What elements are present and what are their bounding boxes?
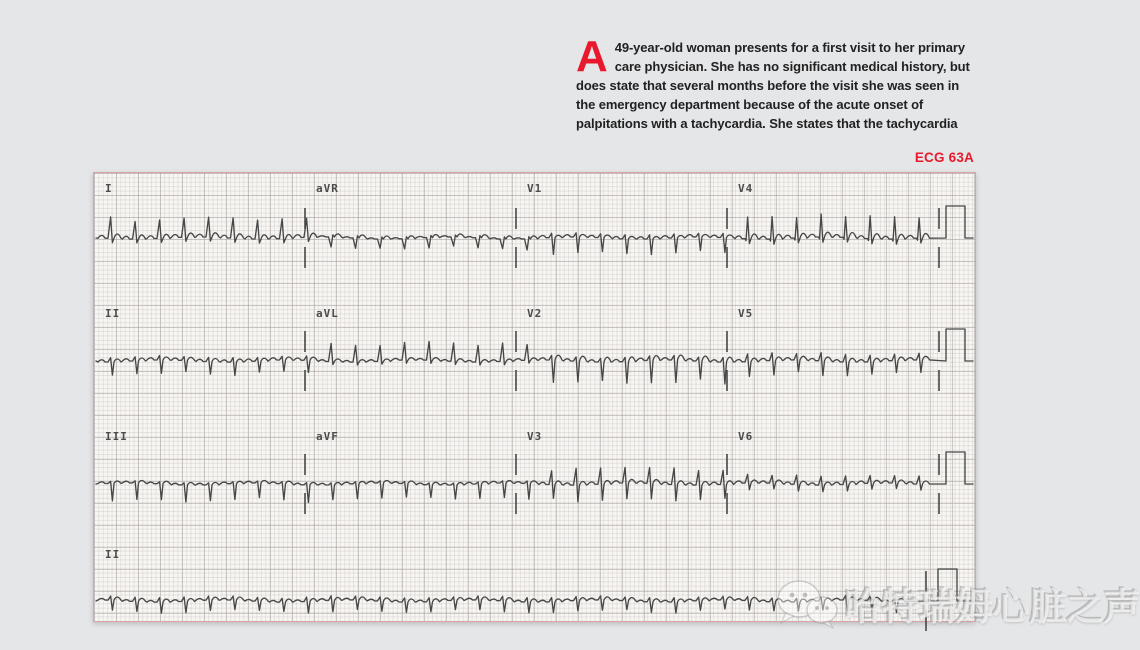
case-text: 49-year-old woman presents for a first visit to her primary care physician. She has no significant medical history, but does state that several months before the visit she was seen in the emergency department because of the acute onset of palpitations with a tachycardia. She states that the tachycardia [576, 40, 970, 131]
lead-label-v6: V6 [738, 430, 754, 443]
ecg-panel [93, 172, 976, 622]
lead-label-avr: aVR [316, 182, 339, 195]
case-text-block [576, 32, 978, 133]
figure-label: ECG 63A [914, 150, 974, 165]
lead-label-ii: II [105, 307, 121, 320]
lead-label-v3: V3 [527, 430, 543, 443]
watermark-text: 哈特瑞姆心脏之声 [844, 586, 1140, 627]
lead-label-avl: aVL [316, 307, 339, 320]
lead-label-i: I [105, 182, 113, 195]
lead-label-avf: aVF [316, 430, 339, 443]
lead-label-ii: II [105, 548, 121, 561]
lead-label-v5: V5 [738, 307, 754, 320]
ecg-trace [94, 173, 975, 621]
lead-label-v4: V4 [738, 182, 754, 195]
lead-label-v2: V2 [527, 307, 543, 320]
lead-label-iii: III [105, 430, 128, 443]
lead-label-v1: V1 [527, 182, 543, 195]
drop-cap: A [576, 32, 608, 81]
